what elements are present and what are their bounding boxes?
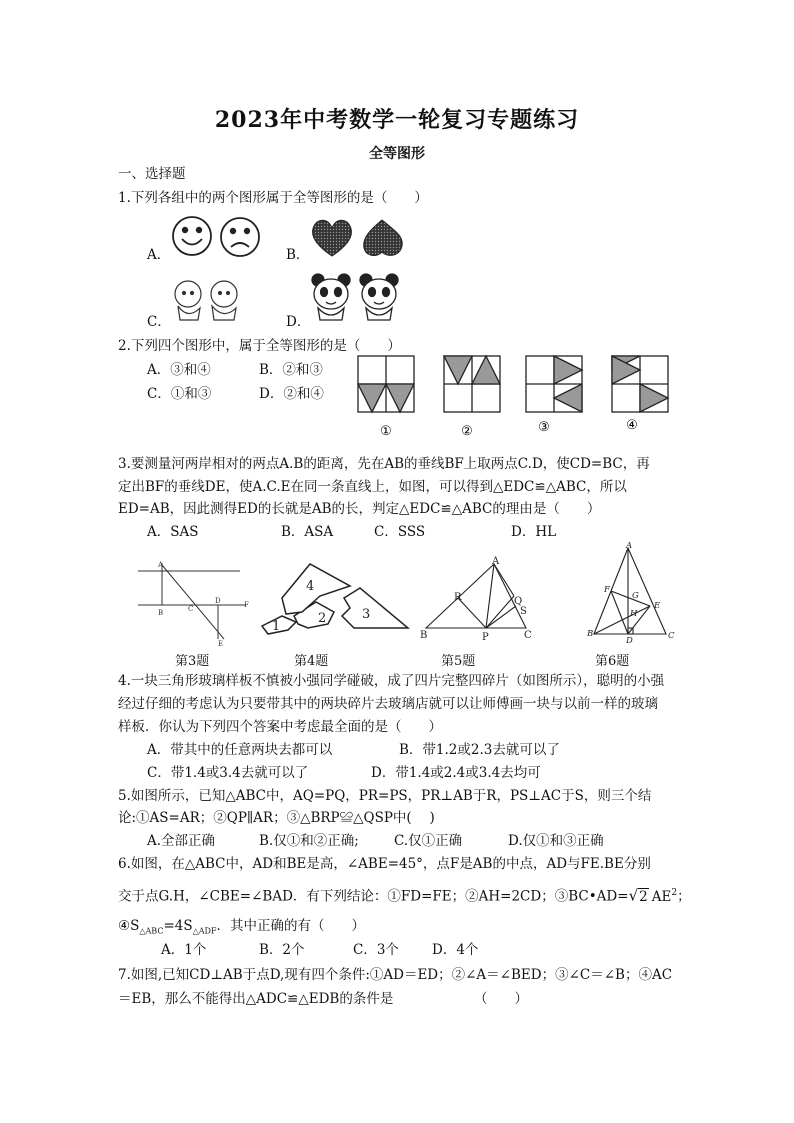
question-6-line3	[118, 917, 365, 941]
question-2-stem: 2.下列四个图形中，属于全等图形的是（ ）	[118, 338, 401, 354]
fig5-label-r: R	[454, 592, 462, 603]
q2-fig-label-4: ④	[626, 418, 638, 433]
q1-option-c-label: C．	[147, 314, 171, 330]
q2-fig-label-2: ②	[461, 424, 473, 439]
q4-option-a[interactable]: A．带其中的任意两块去都可以	[147, 742, 333, 758]
q2-option-d[interactable]: D．②和④	[259, 386, 324, 402]
fig5-label-p: P	[482, 632, 489, 642]
question-4-line3: 样板．你认为下列四个答案中考虑最全面的是（ ）	[118, 719, 442, 735]
question-4-line1: 4.一块三角形玻璃样板不慎被小强同学碰破，成了四片完整四碎片（如图所示），聪明的小强	[118, 673, 665, 689]
q3-option-a[interactable]: A．SAS	[147, 524, 199, 540]
fig3-label-b: B	[158, 609, 164, 617]
fig6-label-f: F	[604, 585, 610, 595]
q5-option-c[interactable]: C.仅①正确	[394, 833, 463, 849]
q6-line2-text: 交于点G.H，∠CBE=∠BAD．有下列结论：①FD=FE；②AH=2CD；③BC•AD=	[118, 888, 629, 905]
q6-option-d[interactable]: D．4个	[432, 942, 479, 958]
fig3-label-d: D	[215, 597, 221, 605]
fig3-label-e: E	[218, 640, 224, 647]
question-6-line1: 6.如图，在△ABC中，AD和BE是高，∠ABE=45°，点F是AB的中点，AD与FE.BE分别	[118, 856, 651, 872]
q6-superscript: 2	[671, 888, 678, 898]
fig5-label-s: S	[520, 606, 527, 617]
q3-option-d[interactable]: D．HL	[511, 524, 557, 540]
question-3-line2: 定出BF的垂线DE，使A.C.E在同一条直线上，如图，可以得到△EDC≌△ABC，所以	[118, 479, 627, 495]
fig5-label-c: C	[524, 630, 532, 641]
q4-option-d[interactable]: D．带1.4或2.4或3.4去均可	[371, 765, 541, 781]
fig6-label-d: D	[626, 636, 633, 644]
question-6-line2	[118, 884, 691, 906]
q4-option-b[interactable]: B．带1.2或2.3去就可以了	[399, 742, 560, 758]
question-3-line3: ED=AB，因此测得ED的长就是AB的长，判定△EDC≌△ABC的理由是（ ）	[118, 501, 601, 517]
q6-ae-text: AE	[651, 888, 672, 905]
question-7-line1: 7.如图,已知CD⊥AB于点D,现有四个条件:①AD＝ED；②∠A＝∠BED；③∠C＝∠B；④AC	[118, 967, 673, 983]
sqrt-symbol: √	[628, 886, 639, 905]
q4-option-c[interactable]: C．带1.4或3.4去就可以了	[147, 765, 309, 781]
q6-option-c[interactable]: C．3个	[353, 942, 399, 958]
fig6-label-a: A	[626, 541, 633, 551]
q6-line3-end: ．其中正确的有（ ）	[216, 918, 365, 934]
figure-q3-river	[136, 555, 256, 647]
fig6-label-h: H	[630, 609, 638, 619]
fig5-label-b: B	[420, 630, 428, 641]
q2-option-c[interactable]: C．①和③	[147, 386, 212, 402]
q1-option-b-label: B．	[286, 247, 310, 263]
fig4-label-1: 1	[272, 619, 281, 634]
q6-line3-s: ④S	[118, 918, 140, 934]
q1-figure-d-pandas	[308, 272, 404, 324]
question-5-line1: 5.如图所示，已知△ABC中，AQ=PQ，PR=PS，PR⊥AB于R，PS⊥AC于S，则三个结	[118, 788, 652, 804]
q1-figure-a-faces	[170, 214, 262, 260]
q6-subscript-adf: △ADF	[192, 926, 217, 936]
fig6-label-e: E	[654, 601, 661, 611]
fig4-label-4: 4	[306, 579, 315, 594]
fig5-label-a: A	[492, 556, 500, 567]
question-1-stem: 1.下列各组中的两个图形属于全等图形的是（ ）	[118, 190, 428, 206]
q1-figure-b-hearts	[308, 216, 408, 260]
q1-figure-c-characters	[168, 276, 244, 324]
q3-option-c[interactable]: C．SSS	[374, 524, 426, 540]
fig6-label-c: C	[668, 631, 675, 641]
figure-caption-q6: 第6题	[595, 654, 630, 669]
q6-option-a[interactable]: A．1个	[161, 942, 207, 958]
fig4-label-2: 2	[318, 611, 327, 626]
q1-option-a-label: A．	[147, 247, 171, 263]
q2-squares-figure	[355, 353, 675, 441]
figure-q6-triangle	[584, 540, 684, 644]
fig3-label-c: C	[188, 605, 194, 613]
q3-option-b[interactable]: B．ASA	[281, 524, 334, 540]
question-3-line1: 3.要测量河两岸相对的两点A.B的距离，先在AB的垂线BF上取两点C.D，使CD=BC，再	[118, 456, 650, 472]
q6-subscript-abc: △ABC	[139, 926, 164, 936]
figure-caption-q3: 第3题	[175, 654, 210, 669]
fig3-label-f: F	[244, 601, 249, 609]
q2-option-b[interactable]: B．②和③	[259, 362, 323, 378]
q2-option-a[interactable]: A．③和④	[147, 362, 211, 378]
figure-caption-q5: 第5题	[441, 654, 476, 669]
q6-line2-end: ；	[677, 888, 691, 905]
fig6-label-b: B	[587, 629, 594, 639]
fig4-label-3: 3	[362, 607, 371, 622]
page-title: 2023年中考数学一轮复习专题练习	[214, 107, 580, 133]
fig5-label-q: Q	[514, 596, 523, 607]
page-subtitle: 全等图形	[369, 146, 425, 162]
question-4-line2: 经过仔细的考虑认为只要带其中的两块碎片去玻璃店就可以让师傅画一块与以前一样的玻璃	[118, 696, 658, 712]
q7-answer-blank[interactable]: （ ）	[474, 991, 528, 1007]
q2-fig-label-1: ①	[380, 424, 392, 439]
q5-option-d[interactable]: D.仅①和③正确	[508, 833, 604, 849]
figure-q5-triangle	[418, 556, 542, 642]
fig3-label-a: A	[158, 561, 164, 569]
q1-option-d-label: D．	[286, 314, 311, 330]
question-5-line2: 论:①AS=AR；②QP∥AR；③△BRP≌△QSP中( )	[118, 810, 435, 826]
q6-line3-mid: =4S	[163, 918, 193, 934]
q2-fig-label-3: ③	[538, 420, 550, 435]
q5-option-a[interactable]: A.全部正确	[147, 833, 216, 849]
fig6-label-g: G	[632, 591, 639, 601]
sqrt-radicand: 2	[639, 888, 648, 905]
q6-option-b[interactable]: B．2个	[259, 942, 305, 958]
figure-q4-glass-pieces	[258, 558, 410, 638]
section-heading: 一、选择题	[118, 166, 186, 182]
figure-caption-q4: 第4题	[294, 654, 329, 669]
q5-option-b[interactable]: B.仅①和②正确;	[259, 833, 359, 849]
question-7-line2: ＝EB，那么不能得出△ADC≌△EDB的条件是	[118, 991, 394, 1007]
